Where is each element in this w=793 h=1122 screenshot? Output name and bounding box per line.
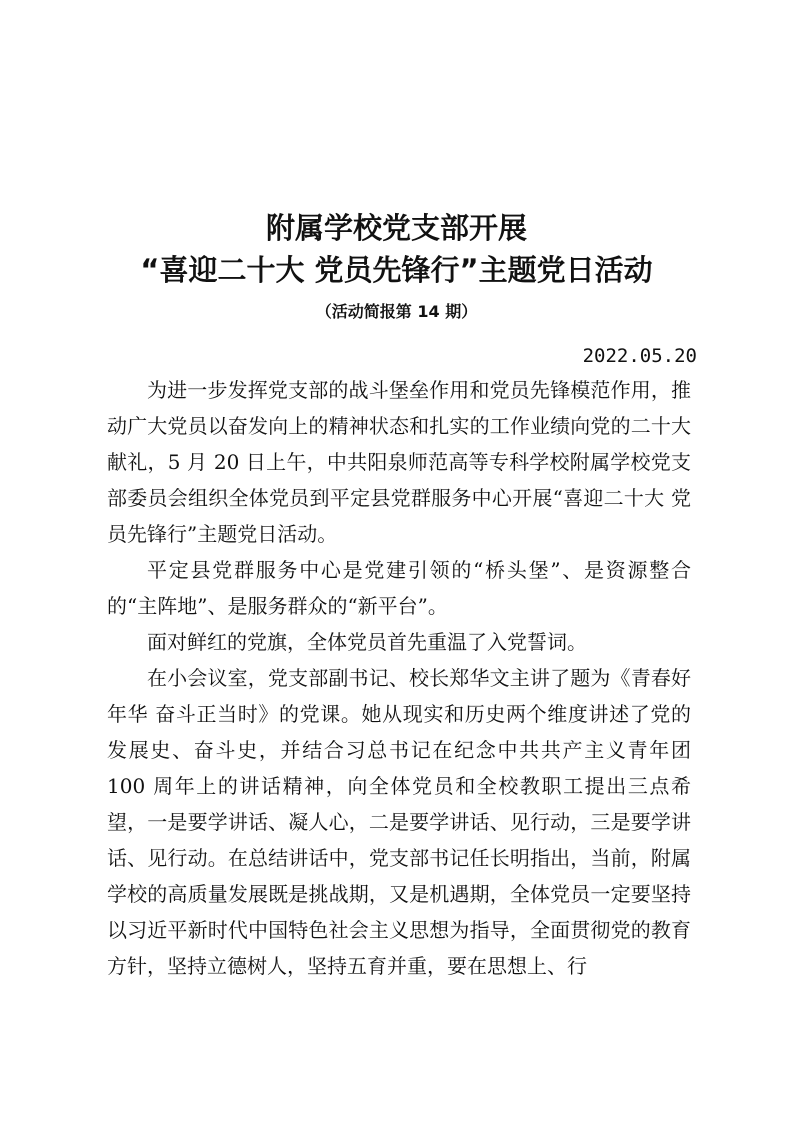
paragraph-3: 面对鲜红的党旗，全体党员首先重温了入党誓词。 <box>147 630 587 654</box>
paragraph-1: 为进一步发挥党支部的战斗堡垒作用和党员先锋模范作用，推动广大党员以奋发向上的精神状态和扎实的工作业绩向党的二十大献礼，5 月 20 日上午，中共阳泉师范高等专科学校附属学校党支部委员会组织全体党员到平定县党群服务中心开展“喜迎二十大 党员先锋行”主题党日活动。 <box>107 378 691 546</box>
issue-number: （活动简报第 14 期） <box>315 302 478 321</box>
document-title-line-2: “喜迎二十大 党员先锋行”主题党日活动 <box>140 253 653 287</box>
paragraph-4: 在小会议室，党支部副书记、校长郑华文主讲了题为《青春好年华 奋斗正当时》的党课。她从现实和历史两个维度讲述了党的发展史、奋斗史，并结合习总书记在纪念中共共产主义青年团 100 周年上的讲话精神，向全体党员和全校教职工提出三点希望，一是要学讲话、凝人心，二是要学讲话、见行动，三是要学讲话、见行动。在总结讲话中，党支部书记任长明指出，当前，附属学校的高质量发展既是挑战期，又是机遇期，全体党员一定要坚持以习近平新时代中国特色社会主义思想为指导，全面贯彻党的教育方针，坚持立德树人，坚持五育并重，要在思想上、行 <box>107 666 691 978</box>
document-date: 2022.05.20 <box>582 345 697 367</box>
document-body <box>107 372 691 984</box>
document-title-line-1: 附属学校党支部开展 <box>265 211 527 245</box>
paragraph-2: 平定县党群服务中心是党建引领的“桥头堡”、是资源整合的“主阵地”、是服务群众的“新平台”。 <box>107 558 691 618</box>
